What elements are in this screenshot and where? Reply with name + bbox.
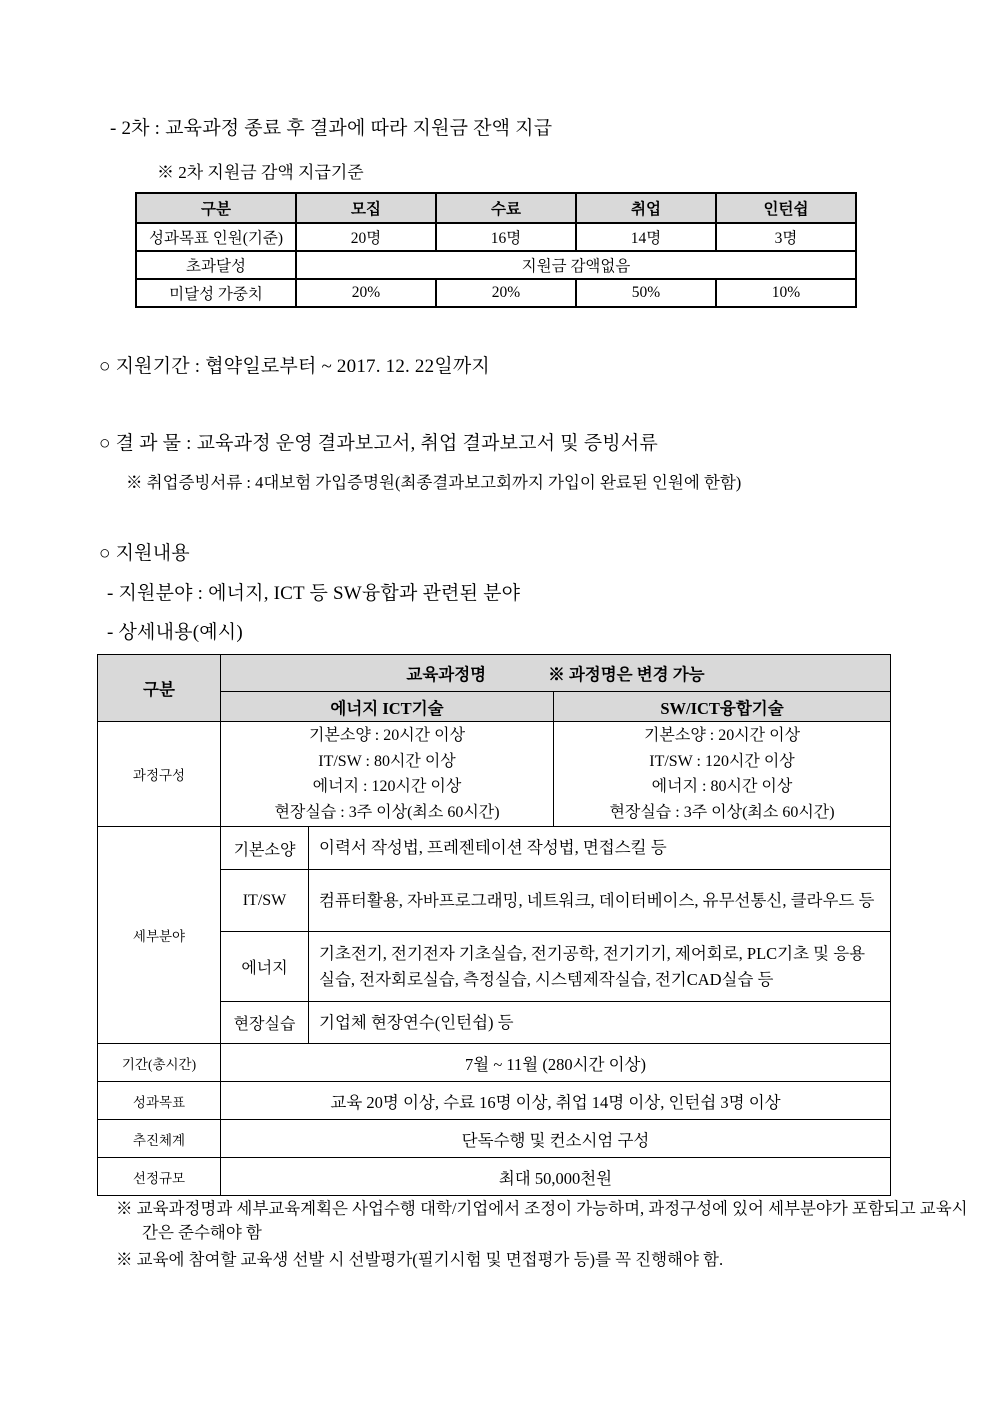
reduction-header-row [136, 193, 856, 223]
bullet-support-detail: - 상세내용(예시) [107, 622, 243, 643]
curriculum-table [97, 654, 891, 1196]
bullet-second-payment: - 2차 : 교육과정 종료 후 결과에 따라 지원금 잔액 지급 [110, 118, 553, 139]
composition-line: 에너지 : 80시간 이상 [651, 778, 793, 795]
composition-line: IT/SW : 80시간 이상 [318, 752, 456, 770]
bullet-support-content: ○ 지원내용 [99, 543, 190, 564]
detail-content: 기업체 현장연수(인턴쉽) 등 [309, 1002, 891, 1044]
header-cell-gubun: 구분 [136, 193, 296, 223]
summary-row-budget [98, 1158, 891, 1196]
header-cell-intern: 인턴쉽 [716, 193, 856, 223]
header-cell-suryo: 수료 [436, 193, 576, 223]
course-name-title: 교육과정명 [406, 665, 487, 684]
course-name-header [221, 655, 891, 692]
composition-label: 과정구성 [98, 722, 221, 827]
over-row-label: 초과달성 [136, 251, 296, 279]
under-value: 20% [436, 279, 576, 307]
summary-row-structure [98, 1120, 891, 1158]
over-achievement-row [136, 251, 856, 279]
composition-line: IT/SW : 120시간 이상 [649, 752, 795, 770]
detail-name: 에너지 [221, 932, 309, 1002]
composition-line: 기본소양 : 20시간 이상 [643, 727, 801, 744]
summary-label: 기간(총시간) [98, 1044, 221, 1082]
footnote: ※ 교육과정명과 세부교육계획은 사업수행 대학/기업에서 조정이 가능하며, 과정구성에 있어 세부분야가 포함되고 교육시간은 준수해야 함 [116, 1199, 968, 1242]
composition-row [98, 722, 891, 827]
summary-label: 선정규모 [98, 1158, 221, 1196]
bullet-support-field: - 지원분야 : 에너지, ICT 등 SW융합과 관련된 분야 [107, 583, 521, 604]
course1-header: 에너지 ICT기술 [221, 692, 554, 722]
composition-course2 [554, 722, 891, 827]
detail-row-basic [98, 827, 891, 870]
footnote: ※ 교육에 참여할 교육생 선발 시 선발평가(필기시험 및 면접평가 등)를 꼭 진행해야 함. [116, 1250, 724, 1269]
detail-content: 컴퓨터활용, 자바프로그래밍, 네트워크, 데이터베이스, 유무선통신, 클라우드 등 [309, 870, 891, 932]
header-cell-mojip: 모집 [296, 193, 436, 223]
target-value: 14명 [576, 223, 716, 251]
reduction-table [135, 192, 857, 308]
detail-name: 기본소양 [221, 827, 309, 870]
target-value: 3명 [716, 223, 856, 251]
curriculum-header-row-1 [98, 655, 891, 692]
detail-content: 기초전기, 전기전자 기초실습, 전기공학, 전기기기, 제어회로, PLC기초 및 응용실습, 전자회로실습, 측정실습, 시스템제작실습, 전기CAD실습 등 [309, 932, 891, 1002]
corner-cell-gubun: 구분 [98, 655, 221, 722]
bullet-deliverables: ○ 결 과 물 : 교육과정 운영 결과보고서, 취업 결과보고서 및 증빙서류 [99, 433, 658, 454]
summary-label: 추진체계 [98, 1120, 221, 1158]
note-reduction-criteria: ※ 2차 지원금 감액 지급기준 [157, 163, 364, 182]
course-name-note: ※ 과정명은 변경 가능 [548, 665, 705, 684]
header-cell-chwieop: 취업 [576, 193, 716, 223]
detail-name: 현장실습 [221, 1002, 309, 1044]
target-row [136, 223, 856, 251]
target-value: 16명 [436, 223, 576, 251]
target-value: 20명 [296, 223, 436, 251]
summary-label: 성과목표 [98, 1082, 221, 1120]
under-row-label: 미달성 가중치 [136, 279, 296, 307]
composition-line: 현장실습 : 3주 이상(최소 60시간) [274, 803, 500, 821]
summary-value: 단독수행 및 컨소시엄 구성 [221, 1120, 891, 1158]
summary-row-goal [98, 1082, 891, 1120]
footnotes-block [116, 1197, 982, 1276]
detail-name: IT/SW [221, 870, 309, 932]
target-row-label: 성과목표 인원(기준) [136, 223, 296, 251]
under-value: 20% [296, 279, 436, 307]
summary-value: 7월 ~ 11월 (280시간 이상) [221, 1044, 891, 1082]
note-deliverables: ※ 취업증빙서류 : 4대보험 가입증명원(최종결과보고회까지 가입이 완료된 인원에 한함) [126, 473, 742, 492]
composition-line: 기본소양 : 20시간 이상 [308, 727, 466, 744]
summary-row-period [98, 1044, 891, 1082]
composition-line: 에너지 : 120시간 이상 [312, 778, 462, 795]
composition-line: 현장실습 : 3주 이상(최소 60시간) [609, 803, 835, 821]
detail-fields-label: 세부분야 [98, 827, 221, 1044]
summary-value: 최대 50,000천원 [221, 1158, 891, 1196]
under-value: 50% [576, 279, 716, 307]
under-achievement-row [136, 279, 856, 307]
bullet-support-period: ○ 지원기간 : 협약일로부터 ~ 2017. 12. 22일까지 [99, 356, 490, 377]
under-value: 10% [716, 279, 856, 307]
summary-value: 교육 20명 이상, 수료 16명 이상, 취업 14명 이상, 인턴쉽 3명 이상 [221, 1082, 891, 1120]
over-row-value: 지원금 감액없음 [296, 251, 856, 279]
detail-content: 이력서 작성법, 프레젠테이션 작성법, 면접스킬 등 [309, 827, 891, 870]
composition-course1 [221, 722, 554, 827]
course2-header: SW/ICT융합기술 [554, 692, 891, 722]
